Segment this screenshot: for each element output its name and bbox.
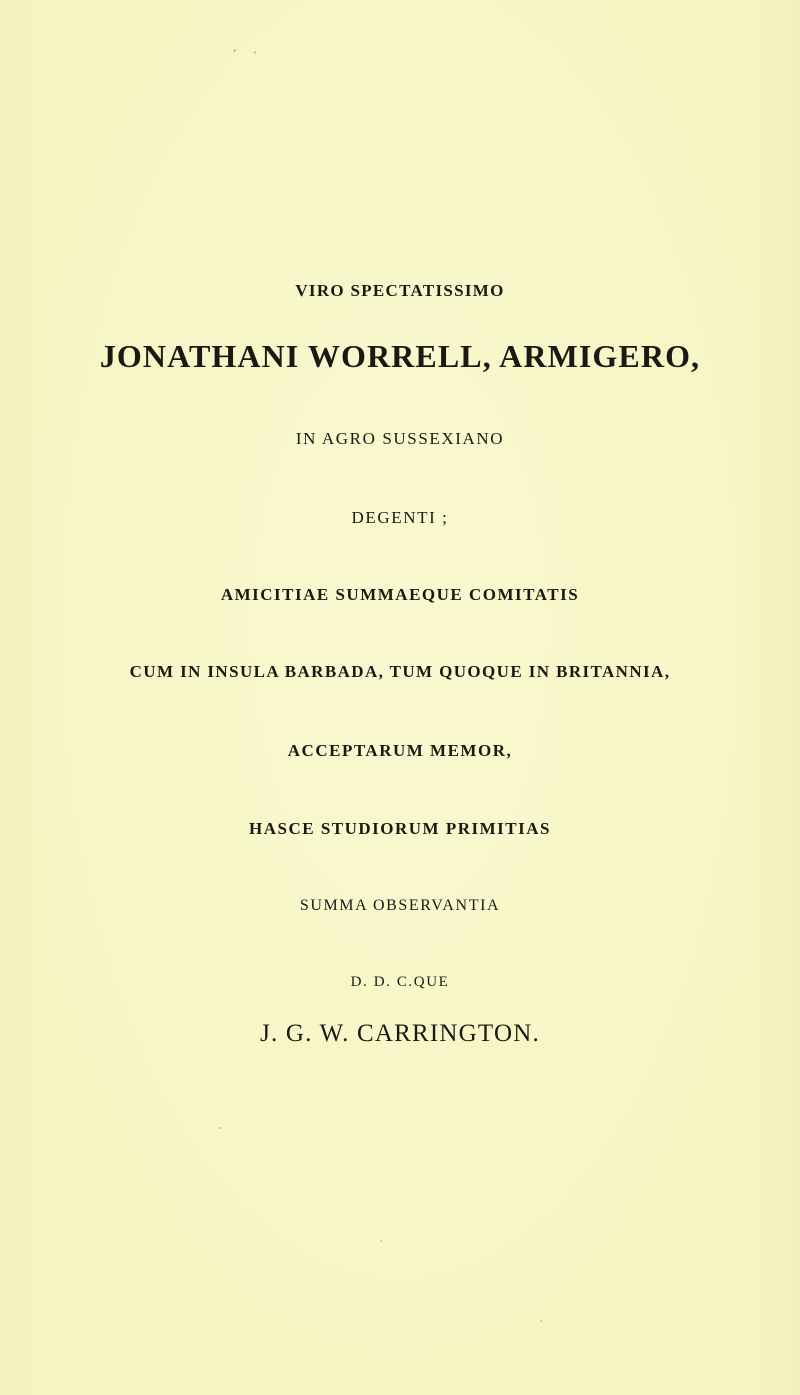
- dedication-line-ddcque: D. D. C.QUE: [350, 974, 450, 990]
- dedication-line-observantia: SUMMA OBSERVANTIA: [299, 897, 501, 914]
- author-name: J. G. W. CARRINGTON.: [260, 1020, 540, 1047]
- dedication-line-primitias: HASCE STUDIORUM PRIMITIAS: [249, 819, 551, 838]
- paper-speck: [254, 51, 256, 54]
- paper-speck: [219, 1127, 222, 1129]
- dedication-heading: VIRO SPECTATISSIMO: [295, 281, 505, 300]
- dedication-line-insula: CUM IN INSULA BARBADA, TUM QUOQUE IN BRITANNIA,: [129, 662, 671, 681]
- dedication-line-memor: ACCEPTARUM MEMOR,: [287, 741, 513, 760]
- dedication-line-degenti: DEGENTI ;: [351, 508, 449, 527]
- paper-speck: [233, 49, 236, 52]
- dedication-line-amicitiae: AMICITIAE SUMMAEQUE COMITATIS: [220, 585, 580, 604]
- paper-speck: [380, 1240, 382, 1242]
- dedicatee-name: JONATHANI WORRELL, ARMIGERO,: [99, 338, 701, 374]
- paper-speck: [540, 1320, 542, 1322]
- dedication-line-location: IN AGRO SUSSEXIANO: [295, 429, 505, 448]
